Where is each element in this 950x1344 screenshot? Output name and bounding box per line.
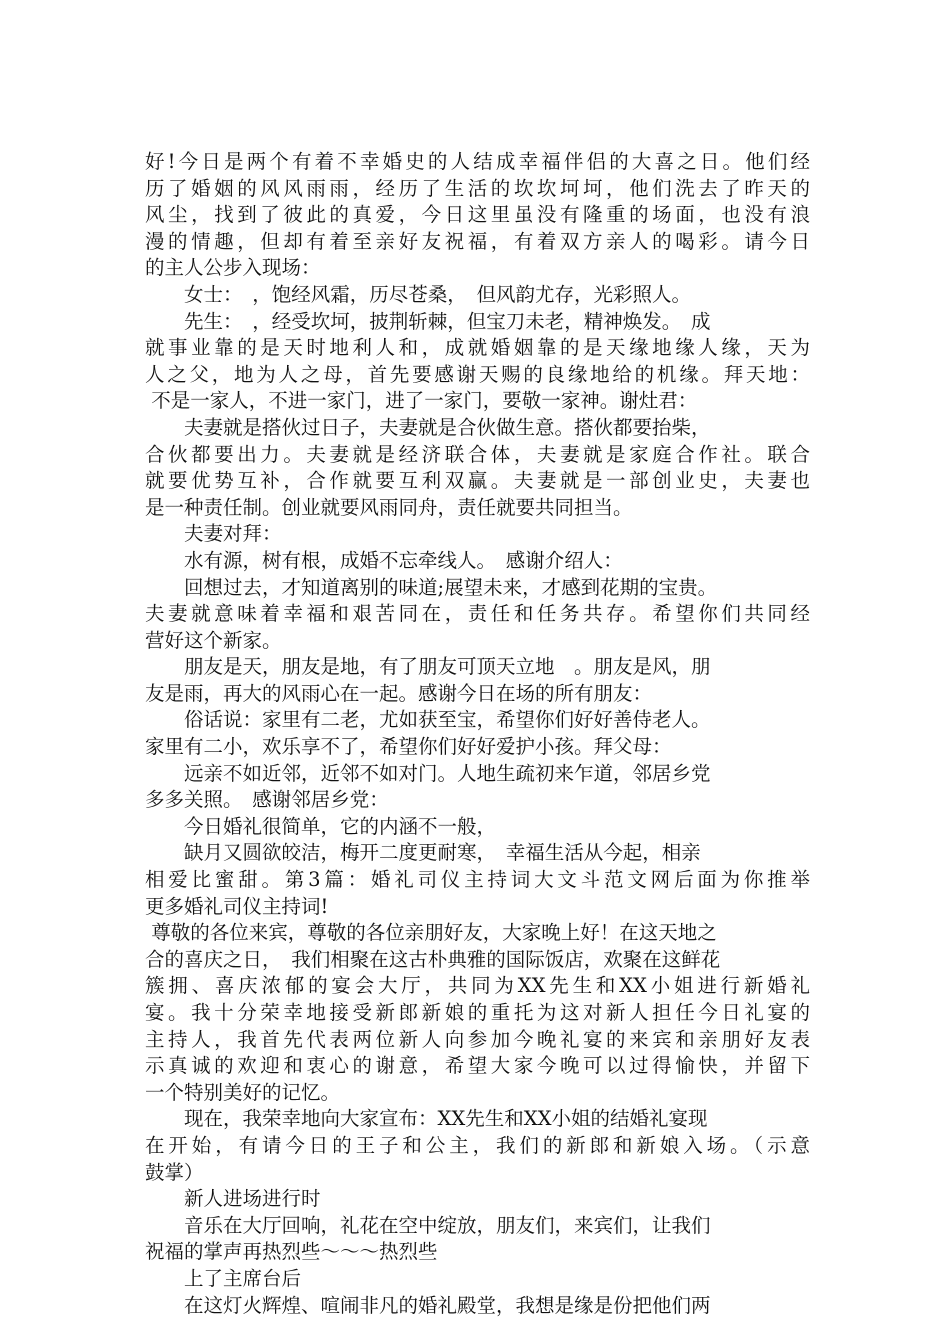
text-line: 音乐在大厅回响，礼花在空中绽放，朋友们，来宾们，让我们 bbox=[145, 1213, 711, 1237]
text-line: 合的喜庆之日， 我们相聚在这古朴典雅的国际饭店，欢聚在这鲜花 bbox=[145, 947, 721, 971]
document-body bbox=[145, 149, 810, 1319]
text-line: 远亲不如近邻，近邻不如对门。人地生疏初来乍道，邻居乡党 bbox=[145, 761, 711, 785]
text-line: 现在，我荣幸地向大家宣布：XX先生和XX小姐的结婚礼宴现 bbox=[145, 1107, 708, 1131]
text-line: 人之父，地为人之母，首先要感谢天赐的良缘地给的机缘。拜天地： bbox=[145, 362, 810, 386]
text-line: 女士： ，饱经风霜，历尽苍桑， 但风韵尤存，光彩照人。 bbox=[145, 282, 692, 306]
text-line: 营好这个新家。 bbox=[145, 628, 282, 652]
text-line: 相爱比蜜甜。第3篇：婚礼司仪主持词大文斗范文网后面为你推举 bbox=[145, 868, 810, 892]
text-line: 朋友是天，朋友是地，有了朋友可顶天立地 。朋友是风，朋 bbox=[145, 655, 711, 679]
text-line: 主持人，我首先代表两位新人向参加今晚礼宴的来宾和亲朋好友表 bbox=[145, 1027, 810, 1051]
text-line: 先生： ，经受坎坷，披荆斩棘，但宝刀未老，精神焕发。 成 bbox=[145, 309, 711, 333]
text-line: 今日婚礼很简单，它的内涵不一般， bbox=[145, 814, 497, 838]
text-line: 鼓掌） bbox=[145, 1160, 204, 1184]
text-line: 合伙都要出力。夫妻就是经济联合体，夫妻就是家庭合作社。联合 bbox=[145, 442, 810, 466]
text-line: 缺月又圆欲皎洁，梅开二度更耐寒， 幸福生活从今起，相亲 bbox=[145, 841, 701, 865]
text-line: 好!今日是两个有着不幸婚史的人结成幸福伴侣的大喜之日。他们经 bbox=[145, 150, 810, 173]
text-line: 的主人公步入现场： bbox=[145, 256, 321, 280]
text-line: 友是雨，再大的风雨心在一起。感谢今日在场的所有朋友： bbox=[145, 681, 653, 705]
text-line: 更多婚礼司仪主持词! bbox=[145, 894, 329, 918]
text-line: 上了主席台后 bbox=[145, 1266, 302, 1290]
text-line: 回想过去，才知道离别的味道;展望未来，才感到花期的宝贵。 bbox=[145, 575, 718, 599]
text-line: 漫的情趣，但却有着至亲好友祝福，有着双方亲人的喝彩。请今日 bbox=[145, 229, 810, 253]
text-line: 俗话说：家里有二老，尤如获至宝，希望你们好好善侍老人。 bbox=[145, 708, 711, 732]
text-line: 夫妻就意味着幸福和艰苦同在，责任和任务共存。希望你们共同经 bbox=[145, 602, 810, 626]
text-line: 在开始，有请今日的王子和公主，我们的新郎和新娘入场。（示意 bbox=[145, 1133, 810, 1157]
text-line: 历了婚姻的风风雨雨，经历了生活的坎坎坷坷，他们洗去了昨天的 bbox=[145, 176, 810, 200]
text-line: 水有源，树有根，成婚不忘牵线人。 感谢介绍人： bbox=[145, 548, 623, 572]
text-line: 就要优势互补，合作就要互利双赢。夫妻就是一部创业史，夫妻也 bbox=[145, 469, 810, 493]
text-line: 多多关照。 感谢邻居乡党： bbox=[145, 788, 389, 812]
text-line: 是一种责任制。创业就要风雨同舟，责任就要共同担当。 bbox=[145, 495, 633, 519]
text-line: 风尘，找到了彼此的真爱，今日这里虽没有隆重的场面，也没有浪 bbox=[145, 203, 810, 227]
text-line: 簇拥、喜庆浓郁的宴会大厅，共同为XX先生和XX小姐进行新婚礼 bbox=[145, 974, 810, 998]
text-line: 新人进场进行时 bbox=[145, 1187, 321, 1211]
text-line: 就事业靠的是天时地利人和，成就婚姻靠的是天缘地缘人缘，天为 bbox=[145, 336, 810, 360]
text-line: 家里有二小，欢乐享不了，希望你们好好爱护小孩。拜父母： bbox=[145, 735, 672, 759]
text-line: 不是一家人，不进一家门，进了一家门，要敬一家神。谢灶君： bbox=[145, 389, 698, 413]
text-line: 祝福的掌声再热烈些～～～热烈些 bbox=[145, 1240, 438, 1264]
text-line: 夫妻对拜： bbox=[145, 522, 282, 546]
text-line: 宴。我十分荣幸地接受新郎新娘的重托为这对新人担任今日礼宴的 bbox=[145, 1001, 810, 1024]
text-line: 尊敬的各位来宾，尊敬的各位亲朋好友，大家晚上好！在这天地之 bbox=[145, 921, 717, 945]
text-line: 一个特别美好的记忆。 bbox=[145, 1080, 341, 1104]
text-line: 夫妻就是搭伙过日子，夫妻就是合伙做生意。搭伙都要抬柴， bbox=[145, 415, 711, 439]
text-line: 在这灯火辉煌、喧闹非凡的婚礼殿堂，我想是缘是份把他们两 bbox=[145, 1293, 711, 1317]
text-line: 示真诚的欢迎和衷心的谢意，希望大家今晚可以过得愉快，并留下 bbox=[145, 1054, 810, 1078]
